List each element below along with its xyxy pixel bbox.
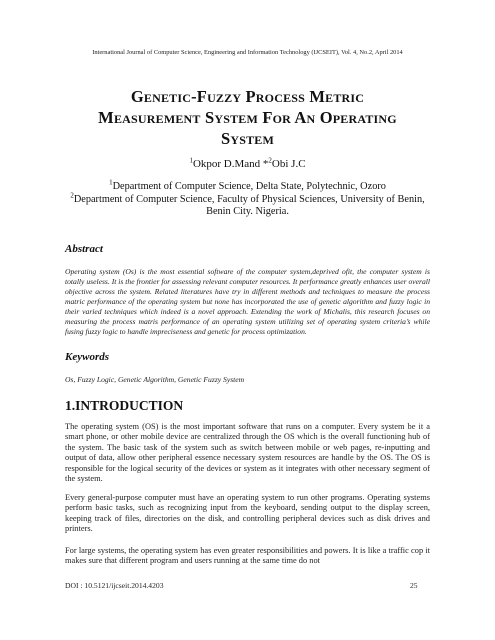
authors [0,158,495,170]
keywords-text: Os, Fuzzy Logic, Genetic Algorithm, Genetic Fuzzy System [65,375,245,384]
intro-paragraph: The operating system (OS) is the most important software that runs on a computer. Every system be it a smart phone, or other mobile device are centralized through the OS which is the overall functioning hub of the system. The basic task of the system such as switch between mobile or web pages, re-inputting and output of data, allow other peripheral essence necessary system resources are handle by the OS. The OS is responsible for the logical security of the devices or system as it integrates with other necessary segment of the system. [65,422,430,484]
intro-paragraph: For large systems, the operating system has even greater responsibilities and powers. It is like a traffic cop it makes sure that different program and users running at the same time do not [65,546,430,566]
affiliation-text: Department of Computer Science, Faculty of Physical Sciences, University of Benin, [73,193,425,205]
affiliation-line: Benin City. Nigeria. [206,206,289,218]
introduction-heading: 1.INTRODUCTION [65,398,184,413]
affiliations [40,178,455,219]
affiliation-line [40,178,455,194]
author-sup: 1 [189,156,193,165]
affiliation-sup: 1 [109,178,113,187]
journal-header: International Journal of Computer Science, Engineering and Information Technology (IJCSEIT), Vol. 4, No.2, April 2014 [92,49,403,56]
keywords-heading: Keywords [65,351,109,363]
page-number: 25 [410,581,418,590]
affiliation-sup: 2 [70,191,74,200]
affiliation-text: Department of Computer Science, Delta State, Polytechnic, Ozoro [112,181,386,192]
affiliation-line [40,191,455,207]
author-sup: 2 [268,156,272,165]
title-line: Measurement System For An Operating [98,108,397,127]
footer-doi: DOI : 10.5121/ijcseit.2014.4203 [65,581,164,590]
author-name: Okpor D.Mand * [192,158,269,170]
author-name: Obi J.C [271,158,306,170]
title-line: System [220,129,275,148]
abstract-heading: Abstract [65,243,103,255]
paper-title [40,86,455,149]
intro-paragraph: Every general-purpose computer must have an operating system to run other programs. Operating systems perform basic tasks, such as recognizing input from the keyboard, sending output to the display screen, keeping track of files, directories on the disk, and controlling peripheral devices such as disk drives and printers. [65,493,430,534]
title-line: Genetic-Fuzzy Process Metric [130,87,365,106]
abstract-text: Operating system (Os) is the most essential software of the computer system,deprived ofit, the computer system is totally useless. It is the frontier for assessing relevant computer resources. It performance greatly enhances user overall objective across the system. Related literatures have try in different methods and techniques to measure the process matric performance of the operating system but none has incorporated the use of genetic algorithm and fuzzy logic in their varied techniques which indeed is a novel approach. Extending the work of Michalis, this research focuses on measuring the process matris performance of an operating system utilizing set of operating system criteria’s while fusing fuzzy logic to handle impreciseness and genetic for process optimization. [65,267,430,336]
